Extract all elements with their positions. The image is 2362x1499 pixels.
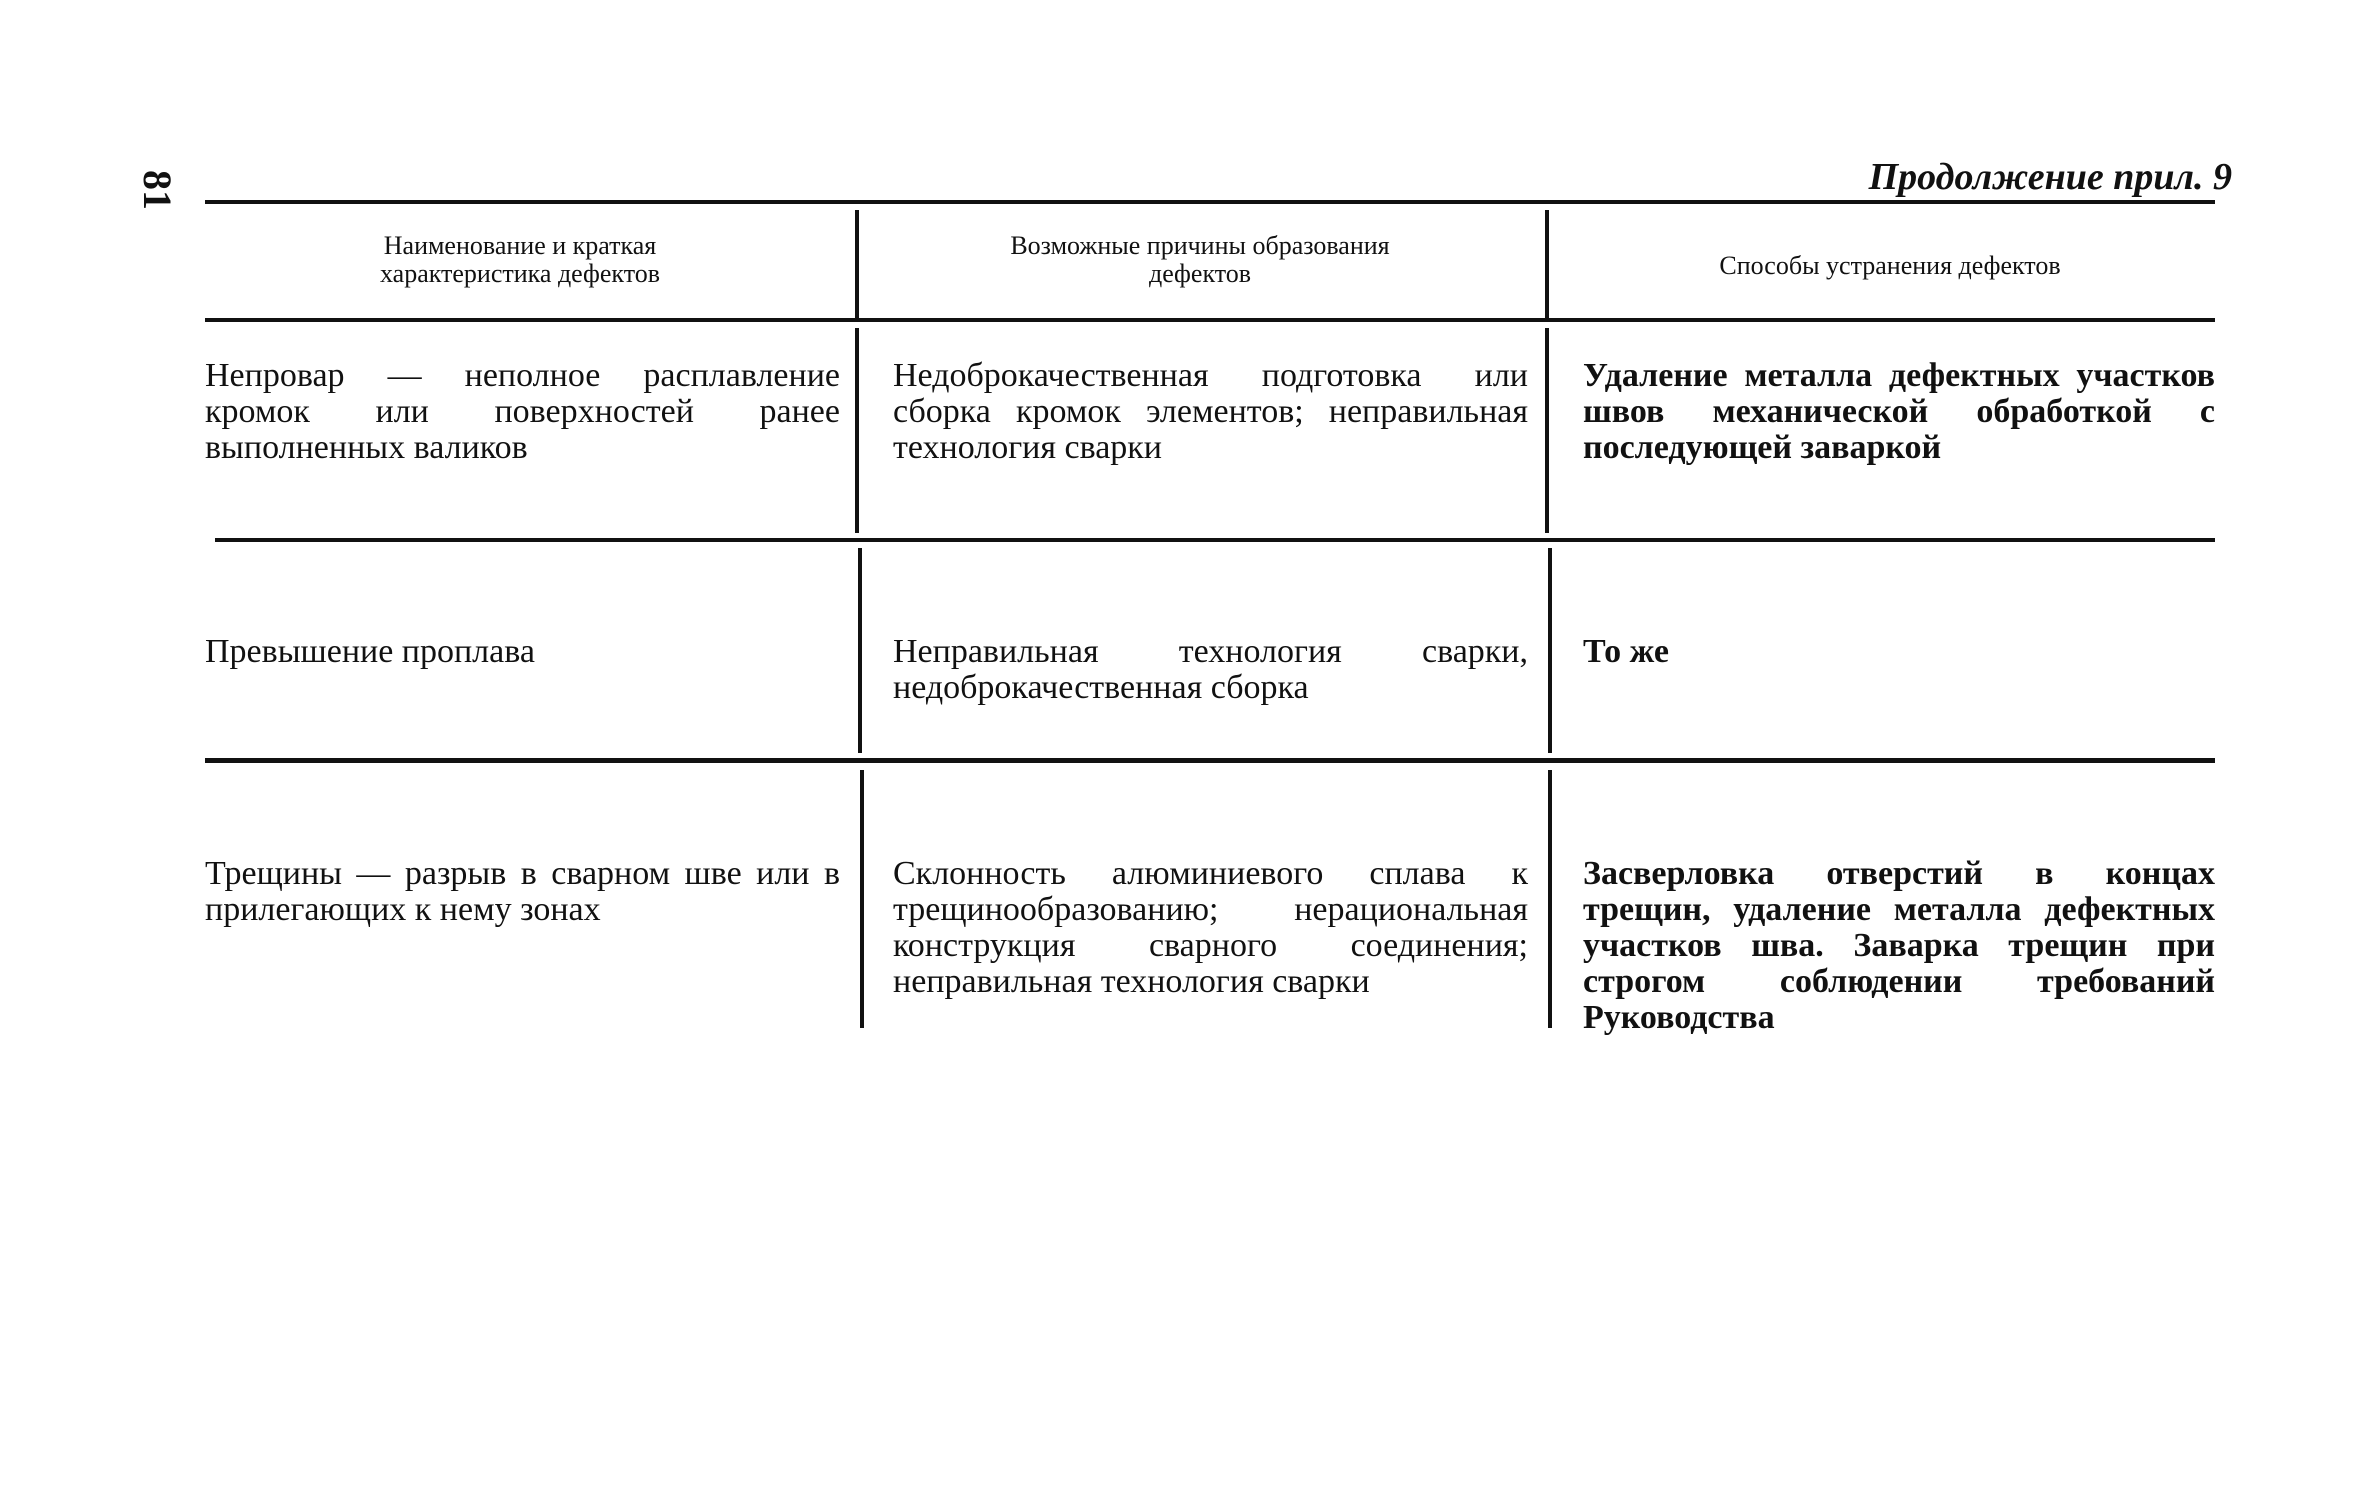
row1-remedy: Удаление металла дефектных участков швов механической обработкой с последующей заваркой <box>1583 357 2215 466</box>
header-defect: Наименование и краткая характеристика дефектов <box>380 231 660 288</box>
column-divider <box>858 548 862 753</box>
header-bottom-rule <box>205 318 2215 322</box>
column-divider <box>860 770 864 1028</box>
column-divider <box>1548 548 1552 753</box>
row1-cause: Недоброкачественная подготовка или сборка кромок элементов; неправильная технология сварки <box>893 357 1528 466</box>
column-divider <box>1545 210 1549 318</box>
row2-cause: Неправильная технология сварки, недоброкачественная сборка <box>893 633 1528 706</box>
header-cause: Возможные причины образования дефектов <box>1010 231 1390 288</box>
row3-remedy: Засверловка отверстий в концах трещин, удаление металла дефектных участков шва. Заварка трещин при строгом соблюдении требований Руководства <box>1583 855 2215 1036</box>
continuation-label: Продолжение прил. 9 <box>1868 156 2232 198</box>
column-divider <box>1545 328 1549 533</box>
table-top-rule <box>205 200 2215 204</box>
page-number: 81 <box>135 170 181 210</box>
column-divider <box>1548 770 1552 1028</box>
row2-remedy: То же <box>1583 633 1669 670</box>
row3-cause: Склонность алюминиевого сплава к трещинообразованию; нерациональная конструкция сварного соединения; неправильная технология сварки <box>893 855 1528 1000</box>
row2-defect: Превышение проплава <box>205 633 535 670</box>
column-divider <box>855 328 859 533</box>
row-separator <box>205 758 2215 763</box>
row-separator <box>215 538 2215 542</box>
row1-defect: Непровар — неполное расплавление кромок или поверхностей ранее выполненных валиков <box>205 357 840 466</box>
row3-defect: Трещины — разрыв в сварном шве или в прилегающих к нему зонах <box>205 855 840 928</box>
column-divider <box>855 210 859 318</box>
header-remedy: Способы устранения дефектов <box>1719 251 2061 280</box>
